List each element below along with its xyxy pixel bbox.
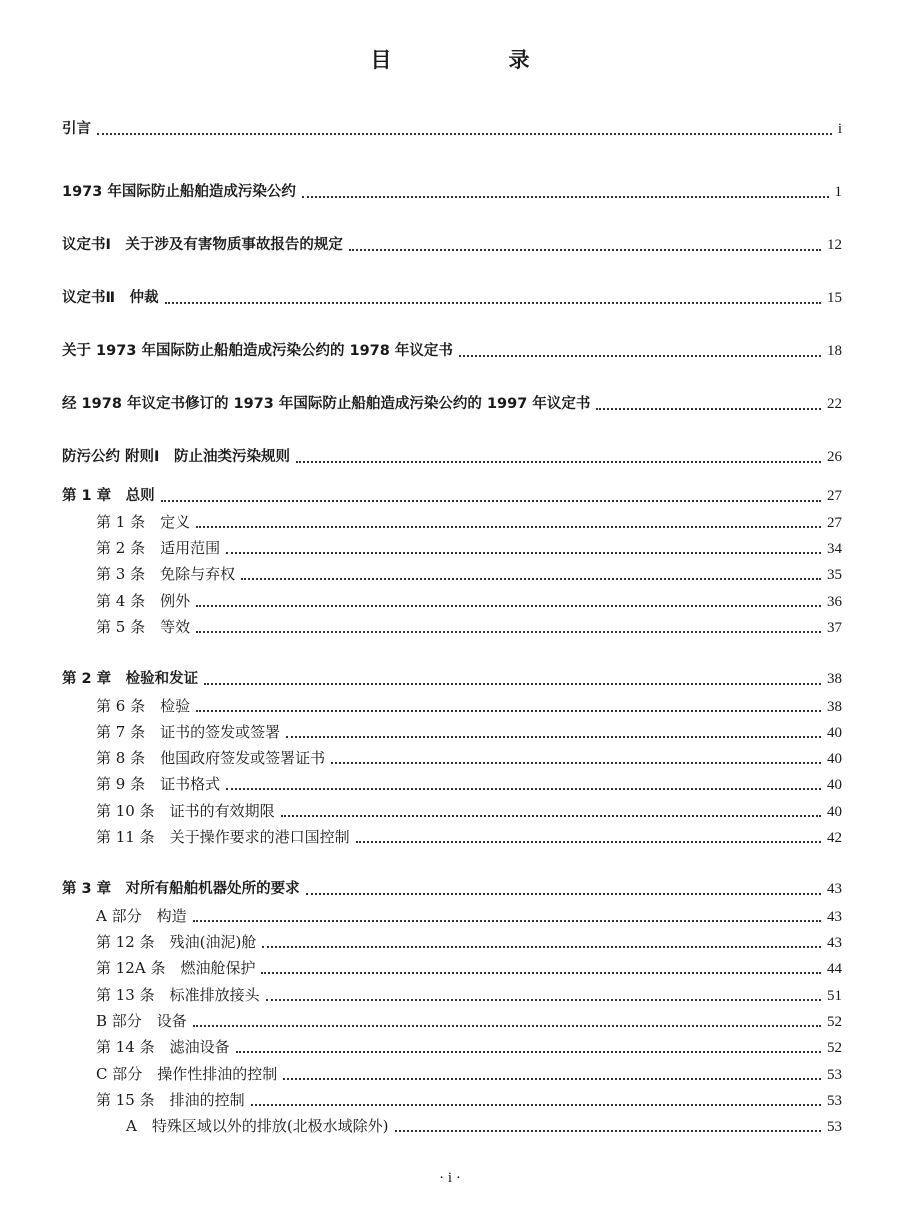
toc-entry-annex-1[interactable] [62, 445, 842, 469]
toc-entry-protocol-1978[interactable] [62, 339, 842, 363]
toc-entry-part-a[interactable] [96, 904, 842, 928]
toc-page-number: 53 [827, 1067, 842, 1083]
toc-entry-label: 第 10 条 证书的有效期限 [96, 802, 275, 820]
toc-entry-introduction[interactable] [62, 117, 842, 141]
toc-entry-label: 第 7 条 证书的签发或签署 [96, 723, 281, 741]
toc-entry-label: 第 14 条 滤油设备 [96, 1038, 230, 1056]
toc-leader-dots [356, 840, 821, 843]
toc-leader-dots [165, 301, 821, 304]
toc-entry-regulation-7[interactable] [96, 720, 842, 744]
toc-page-number: 51 [827, 988, 842, 1004]
toc-entry-label: 第 2 章 检验和发证 [62, 671, 199, 687]
toc-page-number: 26 [827, 449, 842, 465]
toc-entry-label: C 部分 操作性排油的控制 [96, 1065, 278, 1083]
toc-entry-label: 第 1 章 总则 [62, 488, 155, 504]
toc-leader-dots [251, 1103, 821, 1106]
toc-entry-label: 1973 年国际防止船舶造成污染公约 [62, 184, 296, 200]
toc-entry-protocol-2[interactable] [62, 286, 842, 310]
toc-page-number: 40 [827, 804, 842, 820]
toc-page-number: 40 [827, 725, 842, 741]
toc-leader-dots [349, 248, 821, 251]
toc-page-number: 27 [827, 488, 842, 504]
toc-page-number: 53 [827, 1093, 842, 1109]
toc-leader-dots [196, 525, 821, 528]
toc-entry-part-b[interactable] [96, 1009, 842, 1033]
toc-entry-label: 第 11 条 关于操作要求的港口国控制 [96, 828, 350, 846]
toc-entry-chapter-1[interactable] [62, 484, 842, 508]
toc-page-number: 44 [827, 961, 842, 977]
toc-leader-dots [331, 761, 821, 764]
toc-entry-label: 第 9 条 证书格式 [96, 775, 221, 793]
toc-page-number: 34 [827, 541, 842, 557]
toc-page-number: 12 [827, 237, 842, 253]
toc-entry-chapter-2[interactable] [62, 667, 842, 691]
toc-leader-dots [241, 577, 821, 580]
toc-page-number: 36 [827, 594, 842, 610]
toc-page-number: 43 [827, 881, 842, 897]
toc-page-number: 52 [827, 1014, 842, 1030]
toc-entry-label: 第 8 条 他国政府签发或签署证书 [96, 749, 326, 767]
toc-entry-label: 经 1978 年议定书修订的 1973 年国际防止船舶造成污染公约的 1997 年议定书 [62, 396, 591, 412]
page-title: 目 录 [370, 48, 578, 72]
toc-page-number: 52 [827, 1040, 842, 1056]
toc-entry-label: 防污公约 附则Ⅰ 防止油类污染规则 [62, 449, 290, 465]
toc-entry-label: 第 13 条 标准排放接头 [96, 986, 260, 1004]
toc-leader-dots [161, 499, 821, 502]
toc-entry-regulation-8[interactable] [96, 746, 842, 770]
toc-page-number: 35 [827, 567, 842, 583]
toc-leader-dots [196, 604, 821, 607]
toc-leader-dots [283, 1077, 821, 1080]
toc-page-number: i [837, 121, 842, 137]
toc-entry-label: 第 3 条 免除与弃权 [96, 565, 236, 583]
toc-page-number: 1 [834, 184, 842, 200]
toc-leader-dots [286, 735, 821, 738]
toc-entry-label: 第 5 条 等效 [96, 618, 191, 636]
toc-page-number: 18 [827, 343, 842, 359]
toc-page-number: 37 [827, 620, 842, 636]
toc-leader-dots [226, 551, 821, 554]
toc-leader-dots [395, 1129, 821, 1132]
toc-entry-label: 第 3 章 对所有船舶机器处所的要求 [62, 881, 300, 897]
toc-entry-regulation-6[interactable] [96, 694, 842, 718]
toc-entry-label: B 部分 设备 [96, 1012, 187, 1030]
toc-leader-dots [596, 407, 821, 410]
toc-leader-dots [196, 709, 821, 712]
toc-leader-dots [97, 132, 832, 135]
toc-leader-dots [266, 998, 821, 1001]
toc-page-number: 40 [827, 777, 842, 793]
toc-entry-part-c[interactable] [96, 1062, 842, 1086]
toc-entry-regulation-3[interactable] [96, 562, 842, 586]
toc-entry-label: 第 12A 条 燃油舱保护 [96, 959, 256, 977]
toc-entry-regulation-4[interactable] [96, 589, 842, 613]
toc-entry-regulation-13[interactable] [96, 983, 842, 1007]
toc-leader-dots [281, 814, 821, 817]
toc-page-number: 38 [827, 699, 842, 715]
toc-entry-regulation-12a[interactable] [96, 956, 842, 980]
toc-entry-label: 第 15 条 排油的控制 [96, 1091, 245, 1109]
toc-entry-label: 第 12 条 残油(油泥)舱 [96, 933, 257, 951]
toc-entry-label: A 特殊区域以外的排放(北极水域除外) [126, 1117, 389, 1135]
toc-page-number: 43 [827, 935, 842, 951]
toc-leader-dots [459, 354, 821, 357]
toc-entry-convention-1973[interactable] [62, 180, 842, 204]
toc-leader-dots [193, 1024, 821, 1027]
toc-entry-label: 议定书Ⅱ 仲裁 [62, 290, 159, 306]
toc-entry-protocol-1997[interactable] [62, 392, 842, 416]
toc-page-number: 40 [827, 751, 842, 767]
toc-entry-regulation-5[interactable] [96, 615, 842, 639]
toc-leader-dots [193, 919, 821, 922]
toc-entry-regulation-12[interactable] [96, 930, 842, 954]
toc-entry-label: 第 6 条 检验 [96, 697, 191, 715]
toc-leader-dots [196, 630, 821, 633]
toc-entry-regulation-2[interactable] [96, 536, 842, 560]
toc-leader-dots [261, 971, 821, 974]
toc-leader-dots [302, 195, 829, 198]
toc-entry-label: 第 4 条 例外 [96, 592, 191, 610]
toc-page-number: 15 [827, 290, 842, 306]
toc-entry-section-a[interactable] [126, 1114, 842, 1138]
toc-entry-label: A 部分 构造 [96, 907, 187, 925]
toc-entry-chapter-3[interactable] [62, 877, 842, 901]
toc-entry-regulation-14[interactable] [96, 1035, 842, 1059]
toc-entry-regulation-15[interactable] [96, 1088, 842, 1112]
toc-entry-regulation-10[interactable] [96, 799, 842, 823]
toc-entry-label: 议定书Ⅰ 关于涉及有害物质事故报告的规定 [62, 237, 343, 253]
toc-leader-dots [226, 787, 821, 790]
toc-entry-label: 引言 [62, 121, 91, 137]
toc-page-number: 27 [827, 515, 842, 531]
toc-entry-regulation-11[interactable] [96, 825, 842, 849]
toc-page-number: 42 [827, 830, 842, 846]
toc-entry-regulation-9[interactable] [96, 772, 842, 796]
toc-entry-regulation-1[interactable] [96, 510, 842, 534]
toc-leader-dots [204, 682, 821, 685]
toc-page-number: 53 [827, 1119, 842, 1135]
toc-leader-dots [296, 460, 821, 463]
toc-entry-label: 第 1 条 定义 [96, 513, 191, 531]
page-number-footer: · i · [439, 1170, 461, 1186]
toc-entry-protocol-1[interactable] [62, 233, 842, 257]
toc-leader-dots [306, 892, 821, 895]
toc-page-number: 43 [827, 909, 842, 925]
toc-entry-label: 第 2 条 适用范围 [96, 539, 221, 557]
toc-page-number: 38 [827, 671, 842, 687]
toc-leader-dots [236, 1050, 821, 1053]
toc-leader-dots [262, 945, 821, 948]
toc-page-number: 22 [827, 396, 842, 412]
toc-entry-label: 关于 1973 年国际防止船舶造成污染公约的 1978 年议定书 [62, 343, 453, 359]
